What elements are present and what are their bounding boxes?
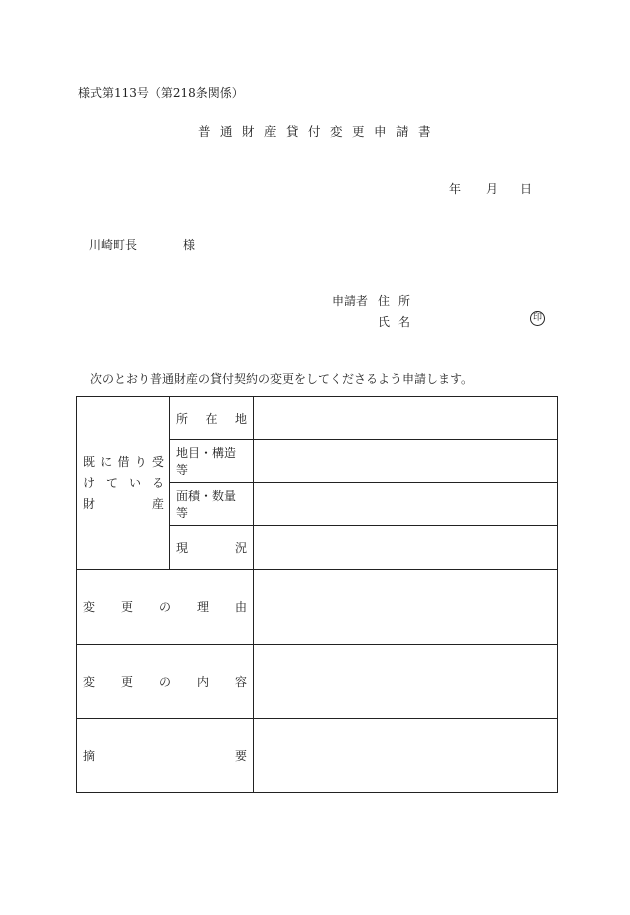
area-quantity-value-cell[interactable] <box>254 483 558 526</box>
label-char: け <box>83 475 96 490</box>
label-char: 現 <box>176 541 189 556</box>
label-char: 容 <box>234 674 247 689</box>
label-char: る <box>151 475 164 490</box>
date-day-label: 日 <box>520 182 533 196</box>
table-row <box>77 570 558 644</box>
change-content-value-cell[interactable] <box>254 644 558 718</box>
label-char: 既 <box>83 454 96 469</box>
label-char: 更 <box>120 600 133 615</box>
group-label-line <box>83 473 164 494</box>
change-reason-value-cell[interactable] <box>254 570 558 644</box>
label-char: 更 <box>120 674 133 689</box>
table-row <box>77 644 558 718</box>
label-char: 理 <box>196 600 209 615</box>
row-label-cell <box>77 570 254 644</box>
label-char: 受 <box>151 454 164 469</box>
label-char: て <box>105 475 118 490</box>
form-number: 様式第113号（第218条関係） <box>78 86 244 100</box>
label-char: 財 <box>83 496 96 511</box>
application-table <box>76 396 558 793</box>
label-char: 地目・構造等 <box>176 446 237 478</box>
label-char: 借 <box>117 454 130 469</box>
remarks-value-cell[interactable] <box>254 718 558 792</box>
label-char: 在 <box>205 411 218 426</box>
label-char: 産 <box>151 496 164 511</box>
table-row <box>77 718 558 792</box>
row-label-cell <box>170 526 254 570</box>
label-char: 要 <box>234 748 247 763</box>
location-value-cell[interactable] <box>254 397 558 440</box>
existing-property-label <box>77 452 169 515</box>
land-category-value-cell[interactable] <box>254 440 558 483</box>
date-year-label: 年 <box>449 182 462 196</box>
table-row <box>77 397 558 440</box>
label-char: 内 <box>196 674 209 689</box>
change-reason-label <box>77 598 253 615</box>
label-char: の <box>158 674 171 689</box>
row-label-cell <box>170 397 254 440</box>
addressee-name: 川崎町長 <box>89 238 138 252</box>
location-label <box>170 410 253 427</box>
applicant-address-label: 住所 <box>378 294 419 308</box>
area-quantity-label <box>170 487 253 521</box>
label-char: 由 <box>234 600 247 615</box>
existing-property-group-cell <box>77 397 170 570</box>
row-label-cell <box>77 644 254 718</box>
label-char: 面積・数量等 <box>176 489 237 521</box>
label-char: の <box>158 600 171 615</box>
applicant-name-label: 氏名 <box>378 315 419 329</box>
land-category-label <box>170 444 253 478</box>
date-month-label: 月 <box>486 182 499 196</box>
group-label-line <box>83 452 164 473</box>
label-char: 摘 <box>83 748 96 763</box>
label-char: に <box>100 454 113 469</box>
label-char: り <box>134 454 147 469</box>
remarks-label <box>77 747 253 764</box>
label-char: い <box>128 475 141 490</box>
intro-text: 次のとおり普通財産の貸付契約の変更をしてくださるよう申請します。 <box>90 372 474 386</box>
document-title: 普通財産貸付変更申請書 <box>197 124 440 139</box>
addressee-honorific: 様 <box>183 238 196 252</box>
label-char: 変 <box>83 674 96 689</box>
label-char: 況 <box>234 541 247 556</box>
change-content-label <box>77 673 253 690</box>
group-label-line <box>83 494 164 515</box>
label-char: 所 <box>176 411 189 426</box>
row-label-cell <box>170 440 254 483</box>
row-label-cell <box>170 483 254 526</box>
current-status-value-cell[interactable] <box>254 526 558 570</box>
current-status-label <box>170 539 253 556</box>
label-char: 変 <box>83 600 96 615</box>
seal-mark: 印 <box>530 311 545 326</box>
applicant-label: 申請者 <box>332 294 369 308</box>
row-label-cell <box>77 718 254 792</box>
label-char: 地 <box>234 411 247 426</box>
